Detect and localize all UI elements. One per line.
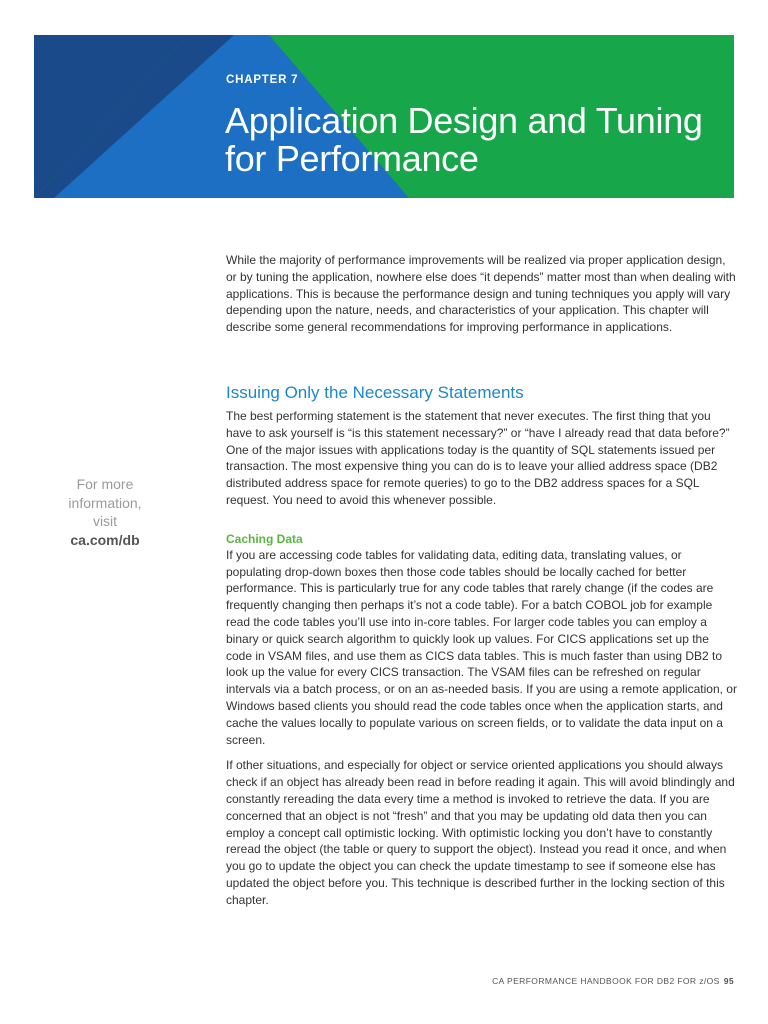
- subsection-heading: Caching Data: [226, 531, 303, 546]
- intro-paragraph: While the majority of performance improvements will be realized via proper application design, or by tuning the application, nowhere else does “it depends” matter most than when dealing with applications. This is because the performance design and tuning techniques you apply will vary depending upon the nature, needs, and characteristics of your application. This chapter will describe some general recommendations for improving performance in applications.: [226, 253, 736, 335]
- page-footer: [492, 976, 734, 986]
- page-number: 95: [723, 976, 734, 986]
- sidebar-link[interactable]: ca.com/db: [70, 531, 140, 548]
- sidebar-line2: information,: [68, 494, 142, 511]
- sidebar-line3: visit: [92, 513, 118, 529]
- chapter-title-line2: for Performance: [225, 138, 479, 179]
- chapter-label: CHAPTER 7: [226, 74, 299, 86]
- chapter-banner: [34, 35, 734, 198]
- chapter-title-line1: Application Design and Tuning: [225, 100, 703, 141]
- caching-paragraph-1: If you are accessing code tables for validating data, editing data, translating values, or populating drop-down boxes then those code tables should be locally cached for better performance. This is particularly true for any code tables that rarely change (if the codes are frequently changing then perhaps it’s not a code table). For a batch COBOL job for example read the code tables you’ll use into in-core tables. For larger code tables you can employ a binary or quick search algorithm to quickly look up values. For CICS applications set up the code in VSAM files, and use them as CICS data tables. This is much faster than using DB2 to look up the value for every CICS transaction. The VSAM files can be refreshed on regular intervals via a batch process, or on an as-needed basis. If you are using a remote application, or Windows based clients you should read the code tables once when the application starts, and cache the values locally to populate various on screen fields, or to validate the data input on a screen.: [226, 547, 737, 747]
- sidebar-note: [60, 475, 150, 549]
- section-heading: Issuing Only the Necessary Statements: [226, 382, 524, 402]
- caching-paragraph-2: If other situations, and especially for object or service oriented applications you should always check if an object has already been read in before reading it again. This will avoid blindingly and constantly rereading the data every time a method is invoked to retrieve the data. If you are concerned that an object is not “fresh” and that you may be updating old data then you can employ a concept call optimistic locking. With optimistic locking you don’t have to constantly reread the object (the table or query to support the object). Instead you read it once, and when you go to update the object you can check the update timestamp to see if someone else has updated the object before you. This technique is described further in the locking section of this chapter.: [226, 758, 735, 907]
- footer-text: CA PERFORMANCE HANDBOOK FOR DB2 FOR z/OS: [492, 976, 720, 986]
- section-paragraph: The best performing statement is the statement that never executes. The first thing that you have to ask yourself is “is this statement necessary?” or “have I already read that data before?” One of the major issues with applications today is the quantity of SQL statements issued per transaction. The most expensive thing you can do is to leave your allied address space (DB2 distributed address space for remote queries) to go to the DB2 address spaces for a SQL request. You need to avoid this whenever possible.: [226, 408, 730, 507]
- chapter-title: [225, 102, 703, 178]
- main-content: [226, 252, 738, 909]
- sidebar-line1: For more: [76, 476, 134, 492]
